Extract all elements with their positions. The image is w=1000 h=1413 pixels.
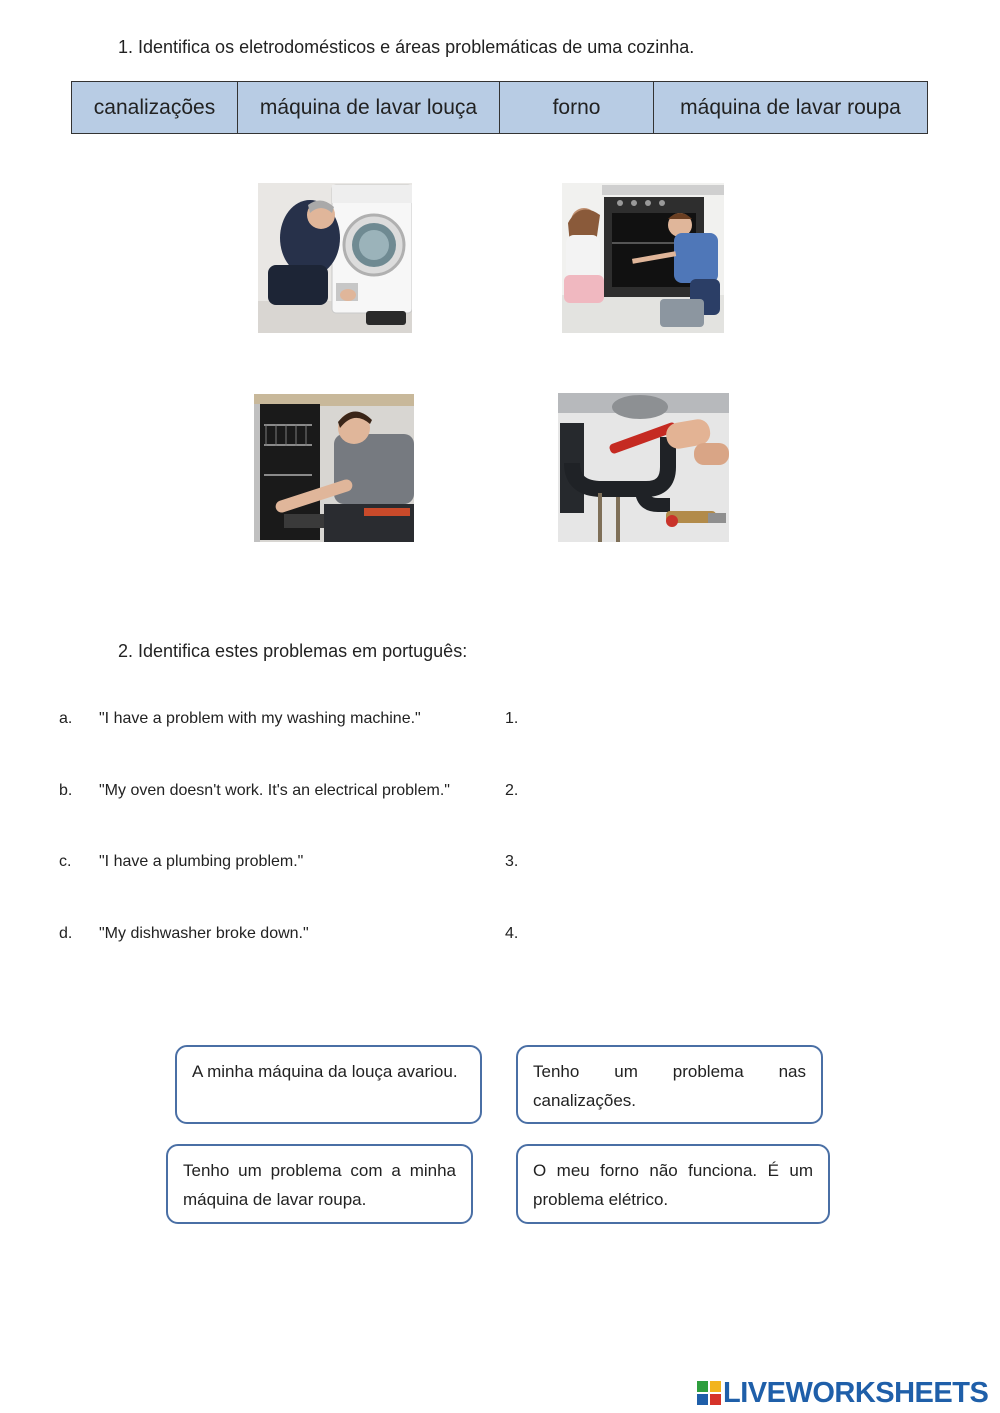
word-bank-item[interactable]: canalizações [72,82,238,133]
washing-machine-repair-photo[interactable] [258,183,412,333]
item-number: 1. [505,710,519,727]
plumbing-repair-photo[interactable] [558,393,729,542]
oven-repair-photo[interactable] [562,183,724,333]
brand-name: LIVEWORKSHEETS [723,1376,989,1409]
item-letter: c. [59,853,72,870]
exercise-1-title: 1. Identifica os eletrodomésticos e áreas problemáticas de uma cozinha. [118,37,695,57]
answer-card[interactable]: Tenho um problema nas canalizações. [516,1045,823,1124]
word-bank-table [71,81,928,134]
answer-input-4[interactable] [530,921,934,949]
answer-input-3[interactable] [530,849,934,877]
item-sentence: "I have a plumbing problem." [99,853,304,870]
dishwasher-repair-photo[interactable] [254,394,414,542]
item-letter: b. [59,782,73,799]
exercise-2-title: 2. Identifica estes problemas em português: [118,641,468,661]
answer-card[interactable]: A minha máquina da louça avariou. [175,1045,482,1124]
liveworksheets-logo-icon [697,1381,721,1405]
item-number: 3. [505,853,519,870]
word-bank-item[interactable]: forno [500,82,654,133]
item-letter: a. [59,710,73,727]
item-sentence: "I have a problem with my washing machine." [99,710,421,727]
word-bank-item[interactable]: máquina de lavar louça [238,82,500,133]
item-sentence: "My dishwasher broke down." [99,925,309,942]
item-number: 4. [505,925,519,942]
word-bank-item[interactable]: máquina de lavar roupa [680,95,901,119]
answer-card[interactable]: Tenho um problema com a minha máquina de lavar roupa. [166,1144,473,1224]
item-sentence: "My oven doesn't work. It's an electrical problem." [99,782,450,799]
answer-input-2[interactable] [530,778,934,806]
item-letter: d. [59,925,73,942]
item-number: 2. [505,782,519,799]
liveworksheets-logo[interactable] [697,1376,988,1410]
answer-input-1[interactable] [530,706,934,734]
answer-card[interactable]: O meu forno não funciona. É um problema elétrico. [516,1144,830,1224]
